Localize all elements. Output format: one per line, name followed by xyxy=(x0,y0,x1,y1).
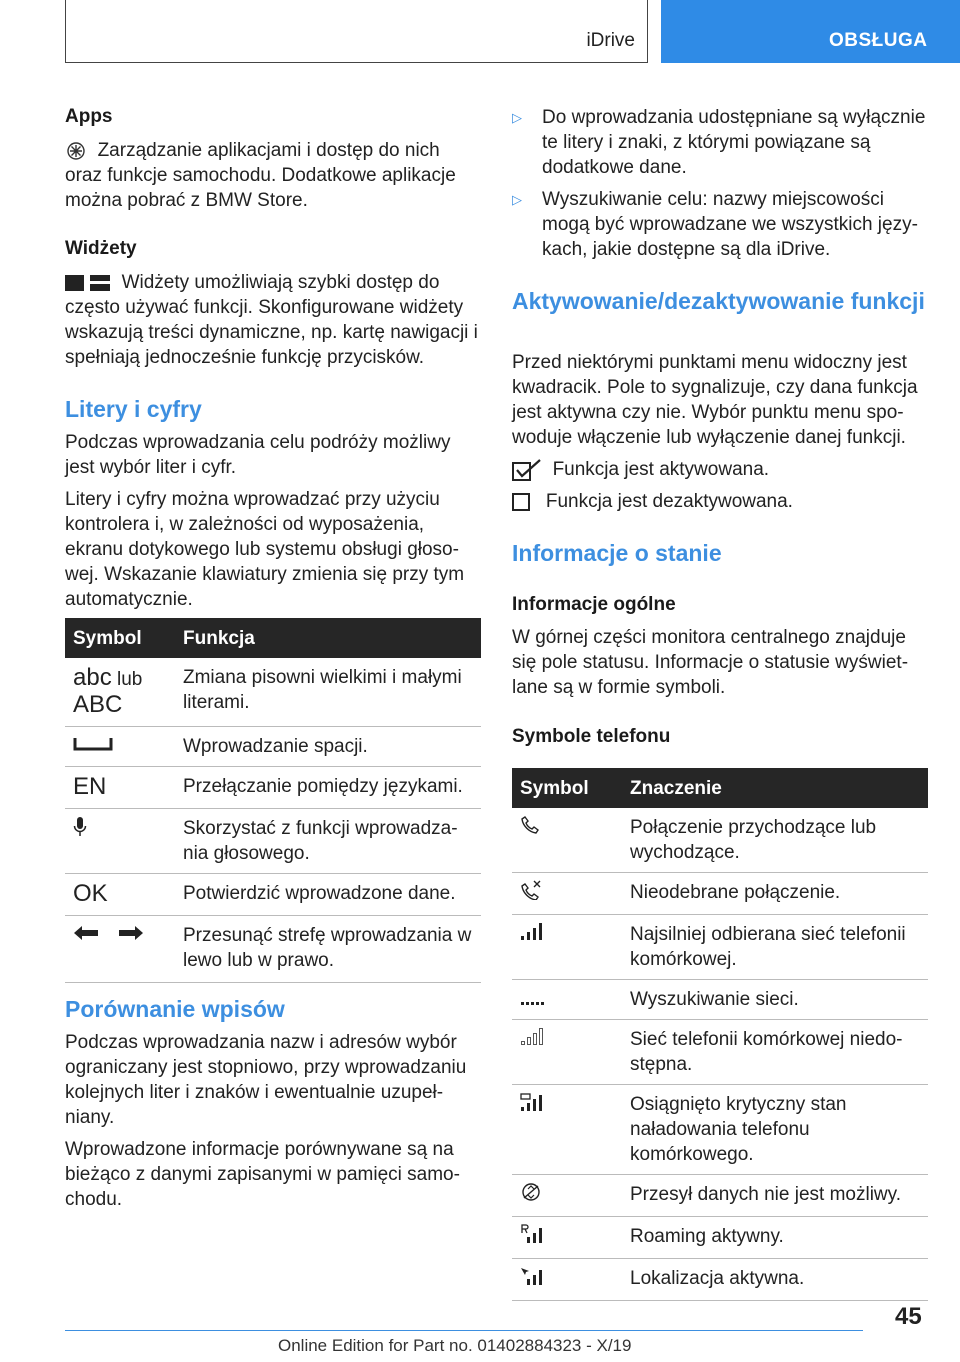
table-row xyxy=(512,873,928,915)
table-cell: Przesył danych nie jest możliwy. xyxy=(622,1175,928,1217)
lowercase-abc-icon: abc xyxy=(73,664,112,691)
widgets-heading: Widżety xyxy=(65,238,137,259)
page-number: 45 xyxy=(895,1303,922,1330)
phone-symbols-heading: Symbole telefonu xyxy=(512,726,671,747)
table-row xyxy=(512,1085,928,1175)
table-row xyxy=(512,980,928,1020)
table-row xyxy=(512,915,928,980)
apps-paragraph: Zarządzanie aplikacjami i dostęp do nich oraz funkcje samochodu. Dodatkowe aplikacje można pobrać z BMW Store. xyxy=(65,140,456,211)
letters-heading: Litery i cyfry xyxy=(65,396,202,422)
roaming-icon xyxy=(520,1224,546,1244)
header-chapter-label: OBSŁUGA xyxy=(829,30,928,51)
compare-heading: Porównanie wpisów xyxy=(65,996,285,1022)
case-symbol-cell: abc lub ABC xyxy=(65,658,175,727)
apps-icon xyxy=(65,141,87,161)
bullet-triangle-icon: ▷ xyxy=(512,192,522,207)
checkbox-checked-icon xyxy=(512,459,542,481)
location-active-icon xyxy=(520,1266,546,1286)
low-battery-signal-icon xyxy=(520,1092,546,1112)
footer-divider xyxy=(65,1330,863,1331)
compare-paragraph-1: Podczas wprowadzania nazw i adresów wybór ograniczany jest stopniowo, przy wprowadzaniu kolejnych liter i znaków i ewentualnie uzupełniany. xyxy=(65,1032,467,1128)
arrow-left-icon xyxy=(73,925,99,941)
table-cell: Sieć telefonii komórkowej niedostępna. xyxy=(622,1020,928,1085)
table-cell: Wprowadzanie spacji. xyxy=(175,727,481,767)
widgets-icon xyxy=(65,274,111,292)
table-row xyxy=(512,808,928,873)
table-cell: Połączenie przychodzące lub wychodzące. xyxy=(622,808,928,873)
table-cell: Lokalizacja aktywna. xyxy=(622,1259,928,1301)
table-cell: Skorzystać z funkcji wprowadzania głosowego. xyxy=(175,809,481,874)
col-meaning-header: Znaczenie xyxy=(622,768,928,808)
table-cell: Potwierdzić wprowadzone dane. xyxy=(175,874,481,916)
table-row xyxy=(65,916,481,983)
list-item: ▷ Do wprowadzania udostępniane są wyłącznie te litery i znaki, z którymi powiązane są dodatkowe dane. xyxy=(512,107,926,178)
space-bar-icon xyxy=(73,734,113,752)
activate-paragraph: Przed niektórymi punktami menu widoczny jest kwadracik. Pole to sygnalizuje, czy dana funkcja jest aktywna czy nie. Wybór punktu menu spowoduje włączenie lub wyłączenie danej funkcji. xyxy=(512,352,918,448)
table-cell: Przełączanie pomiędzy językami. xyxy=(175,767,481,809)
general-info-heading: Informacje ogólne xyxy=(512,594,676,615)
letters-paragraph-1: Podczas wprowadzania celu podróży możliwy jest wybór liter i cyfr. xyxy=(65,432,451,478)
col-function-header: Funkcja xyxy=(175,618,481,658)
table-cell: Najsilniej odbierana sieć telefonii komórkowej. xyxy=(622,915,928,980)
signal-full-icon xyxy=(520,922,546,940)
phone-symbol-table xyxy=(512,768,928,1301)
keyboard-symbol-table xyxy=(65,618,481,983)
table-row xyxy=(512,1259,928,1301)
general-info-paragraph: W górnej części monitora centralnego znajduje się pole statusu. Informacje o statusie wyświetlane są w formie symboli. xyxy=(512,627,909,698)
footer-edition: Online Edition for Part no. 01402884323 - X/19 xyxy=(278,1336,632,1355)
table-row xyxy=(65,727,481,767)
col-symbol-header: Symbol xyxy=(65,618,175,658)
ok-confirm-icon: OK xyxy=(73,880,108,907)
checkbox-empty-icon xyxy=(512,493,530,511)
network-search-icon xyxy=(520,987,546,1005)
table-row xyxy=(65,874,481,916)
table-cell: Zmiana pisowni wielkimi i małymi literami. xyxy=(175,658,481,727)
list-item: ▷ Wyszukiwanie celu: nazwy miejscowości mogą być wprowadzane we wszystkich językach, jakie dostępne są dla iDrive. xyxy=(512,189,918,260)
table-row xyxy=(65,767,481,809)
table-cell: Przesunąć strefę wprowadzania w lewo lub w prawo. xyxy=(175,916,481,983)
status-heading: Informacje o stanie xyxy=(512,540,722,566)
header-section-title: iDrive xyxy=(586,30,635,51)
table-row xyxy=(65,658,481,727)
table-row xyxy=(512,1020,928,1085)
table-header-row xyxy=(65,618,481,658)
table-row xyxy=(512,1175,928,1217)
header-chapter-tab xyxy=(661,0,960,63)
header-frame xyxy=(65,0,648,63)
activate-heading: Aktywowanie/dezaktywowanie funkcji xyxy=(512,288,925,314)
inactive-function-line: Funkcja jest dezaktywowana. xyxy=(512,489,928,514)
bullet-triangle-icon: ▷ xyxy=(512,110,522,125)
arrow-right-icon xyxy=(118,925,144,941)
letters-paragraph-2: Litery i cyfry można wprowadzać przy użyciu kontrolera i, w zależności od wyposażenia, ekranu dotykowego lub systemu obsługi głosowej. Wskazanie klawiatury zmienia się przy tym automatycznie. xyxy=(65,489,465,610)
microphone-icon xyxy=(73,816,87,838)
table-header-row xyxy=(512,768,928,808)
table-cell: Osiągnięto krytyczny stan naładowania telefonu komórkowego. xyxy=(622,1085,928,1175)
language-en-icon: EN xyxy=(73,773,107,800)
table-row xyxy=(512,1217,928,1259)
widgets-paragraph: Widżety umożliwiają szybki dostęp do często używać funkcji. Skonfigurowane widżety wskazują treści dynamiczne, np. kartę nawigacji i spełniają jednocześnie funkcję przycisków. xyxy=(65,272,478,368)
phone-call-icon xyxy=(520,815,540,835)
active-function-line: Funkcja jest aktywowana. xyxy=(512,457,928,482)
apps-heading: Apps xyxy=(65,106,113,127)
table-cell: Wyszukiwanie sieci. xyxy=(622,980,928,1020)
uppercase-abc-icon: ABC xyxy=(73,691,123,718)
compare-paragraph-2: Wprowadzone informacje porównywane są na bieżąco z danymi zapisanymi w pamięci samochodu. xyxy=(65,1139,460,1210)
col-symbol-header: Symbol xyxy=(512,768,622,808)
no-data-transfer-icon xyxy=(520,1182,542,1202)
table-cell: Roaming aktywny. xyxy=(622,1217,928,1259)
missed-call-icon xyxy=(520,880,542,900)
table-row xyxy=(65,809,481,874)
no-network-icon xyxy=(520,1027,546,1045)
table-cell: Nieodebrane połączenie. xyxy=(622,873,928,915)
